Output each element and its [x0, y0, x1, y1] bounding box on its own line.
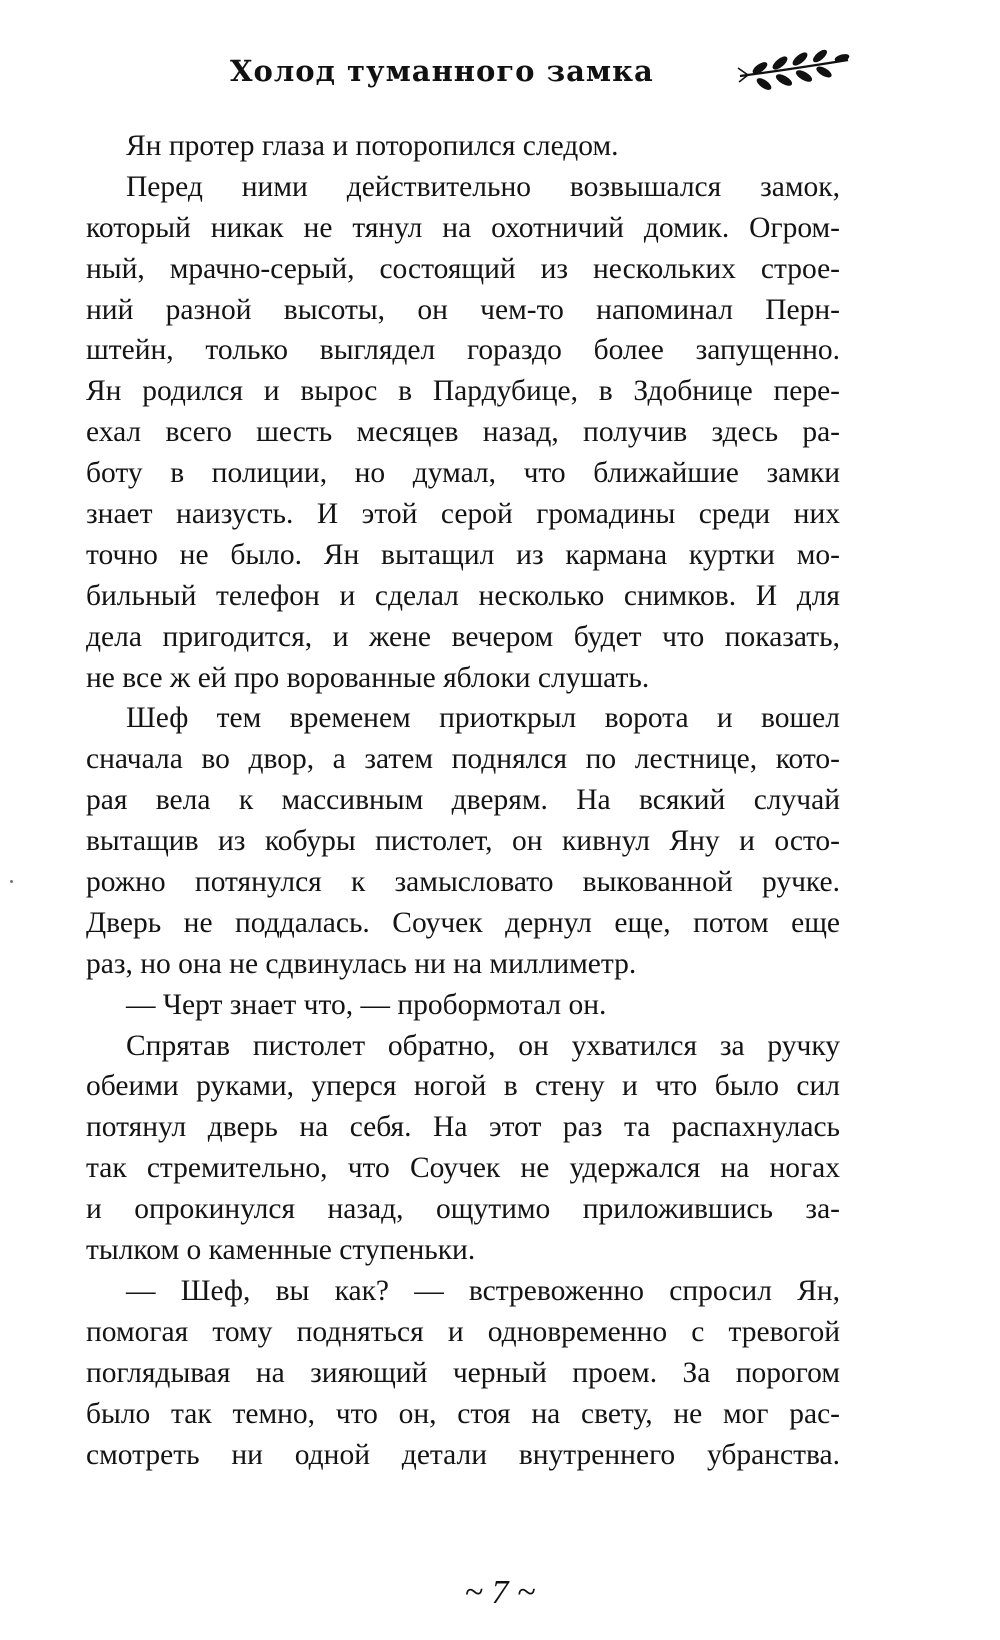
text-line: ный, мрачно-серый, состоящий из нескольких строе-	[86, 252, 840, 285]
text-line: который никак не тянул на охотничий домик. Огром-	[86, 211, 840, 244]
text-line: бильный телефон и сделал несколько снимков. И для	[86, 579, 840, 612]
text-line: раз, но она не сдвинулась ни на миллиметр.	[86, 947, 637, 980]
text-line: штейн, только выглядел гораздо более запущенно.	[86, 334, 840, 367]
text-line: не все ж ей про ворованные яблоки слушать.	[86, 661, 650, 694]
text-line: Спрятав пистолет обратно, он ухватился за ручку	[126, 1029, 840, 1062]
text-line: обеими руками, уперся ногой в стену и что было сил	[86, 1070, 840, 1103]
text-line: дела пригодится, и жене вечером будет что показать,	[86, 620, 840, 653]
text-line: помогая тому подняться и одновременно с тревогой	[86, 1315, 840, 1348]
running-title: Холод туманного замка	[230, 54, 654, 88]
text-line: поглядывая на зияющий черный проем. За порогом	[86, 1356, 840, 1389]
text-line: ехал всего шесть месяцев назад, получив здесь ра-	[86, 416, 840, 449]
laurel-branch-icon	[736, 46, 856, 100]
text-line: — Черт знает что, — пробормотал он.	[126, 988, 607, 1021]
text-line: так стремительно, что Соучек не удержался на ногах	[86, 1152, 840, 1185]
text-line: было так темно, что он, стоя на свету, не мог рас-	[86, 1397, 840, 1430]
text-line: Ян протер глаза и поторопился следом.	[126, 130, 619, 162]
paper-speck	[10, 880, 13, 883]
text-line: точно не было. Ян вытащил из кармана куртки мо-	[86, 538, 840, 571]
text-line: Ян родился и вырос в Пардубице, в Здобнице пере-	[86, 375, 840, 408]
text-line: потянул дверь на себя. На этот раз та распахнулась	[86, 1111, 840, 1144]
page-number: ~ 7 ~	[464, 1574, 536, 1611]
text-line: Дверь не поддалась. Соучек дернул еще, потом еще	[86, 906, 840, 939]
text-line: смотреть ни одной детали внутреннего убранства.	[86, 1438, 840, 1471]
text-line: рожно потянулся к замысловато выкованной ручке.	[86, 866, 840, 899]
text-line: и опрокинулся назад, ощутимо приложившись за-	[86, 1193, 840, 1226]
text-line: Перед ними действительно возвышался замок,	[126, 170, 840, 203]
text-line: — Шеф, вы как? — встревоженно спросил Ян,	[126, 1274, 840, 1307]
running-header	[230, 46, 870, 96]
text-line: вытащив из кобуры пистолет, он кивнул Яну и осто-	[86, 825, 840, 858]
text-line: тылком о каменные ступеньки.	[86, 1234, 476, 1267]
text-line: Шеф тем временем приоткрыл ворота и вошел	[126, 702, 840, 735]
text-line: знает наизусть. И этой серой громадины среди них	[86, 498, 840, 531]
text-line: сначала во двор, а затем поднялся по лестнице, кото-	[86, 743, 840, 776]
text-line: рая вела к массивным дверям. На всякий случай	[86, 784, 840, 817]
text-line: ний разной высоты, он чем-то напоминал Перн-	[86, 293, 840, 326]
text-line: боту в полиции, но думал, что ближайшие замки	[86, 457, 840, 490]
body-text	[86, 126, 840, 1475]
